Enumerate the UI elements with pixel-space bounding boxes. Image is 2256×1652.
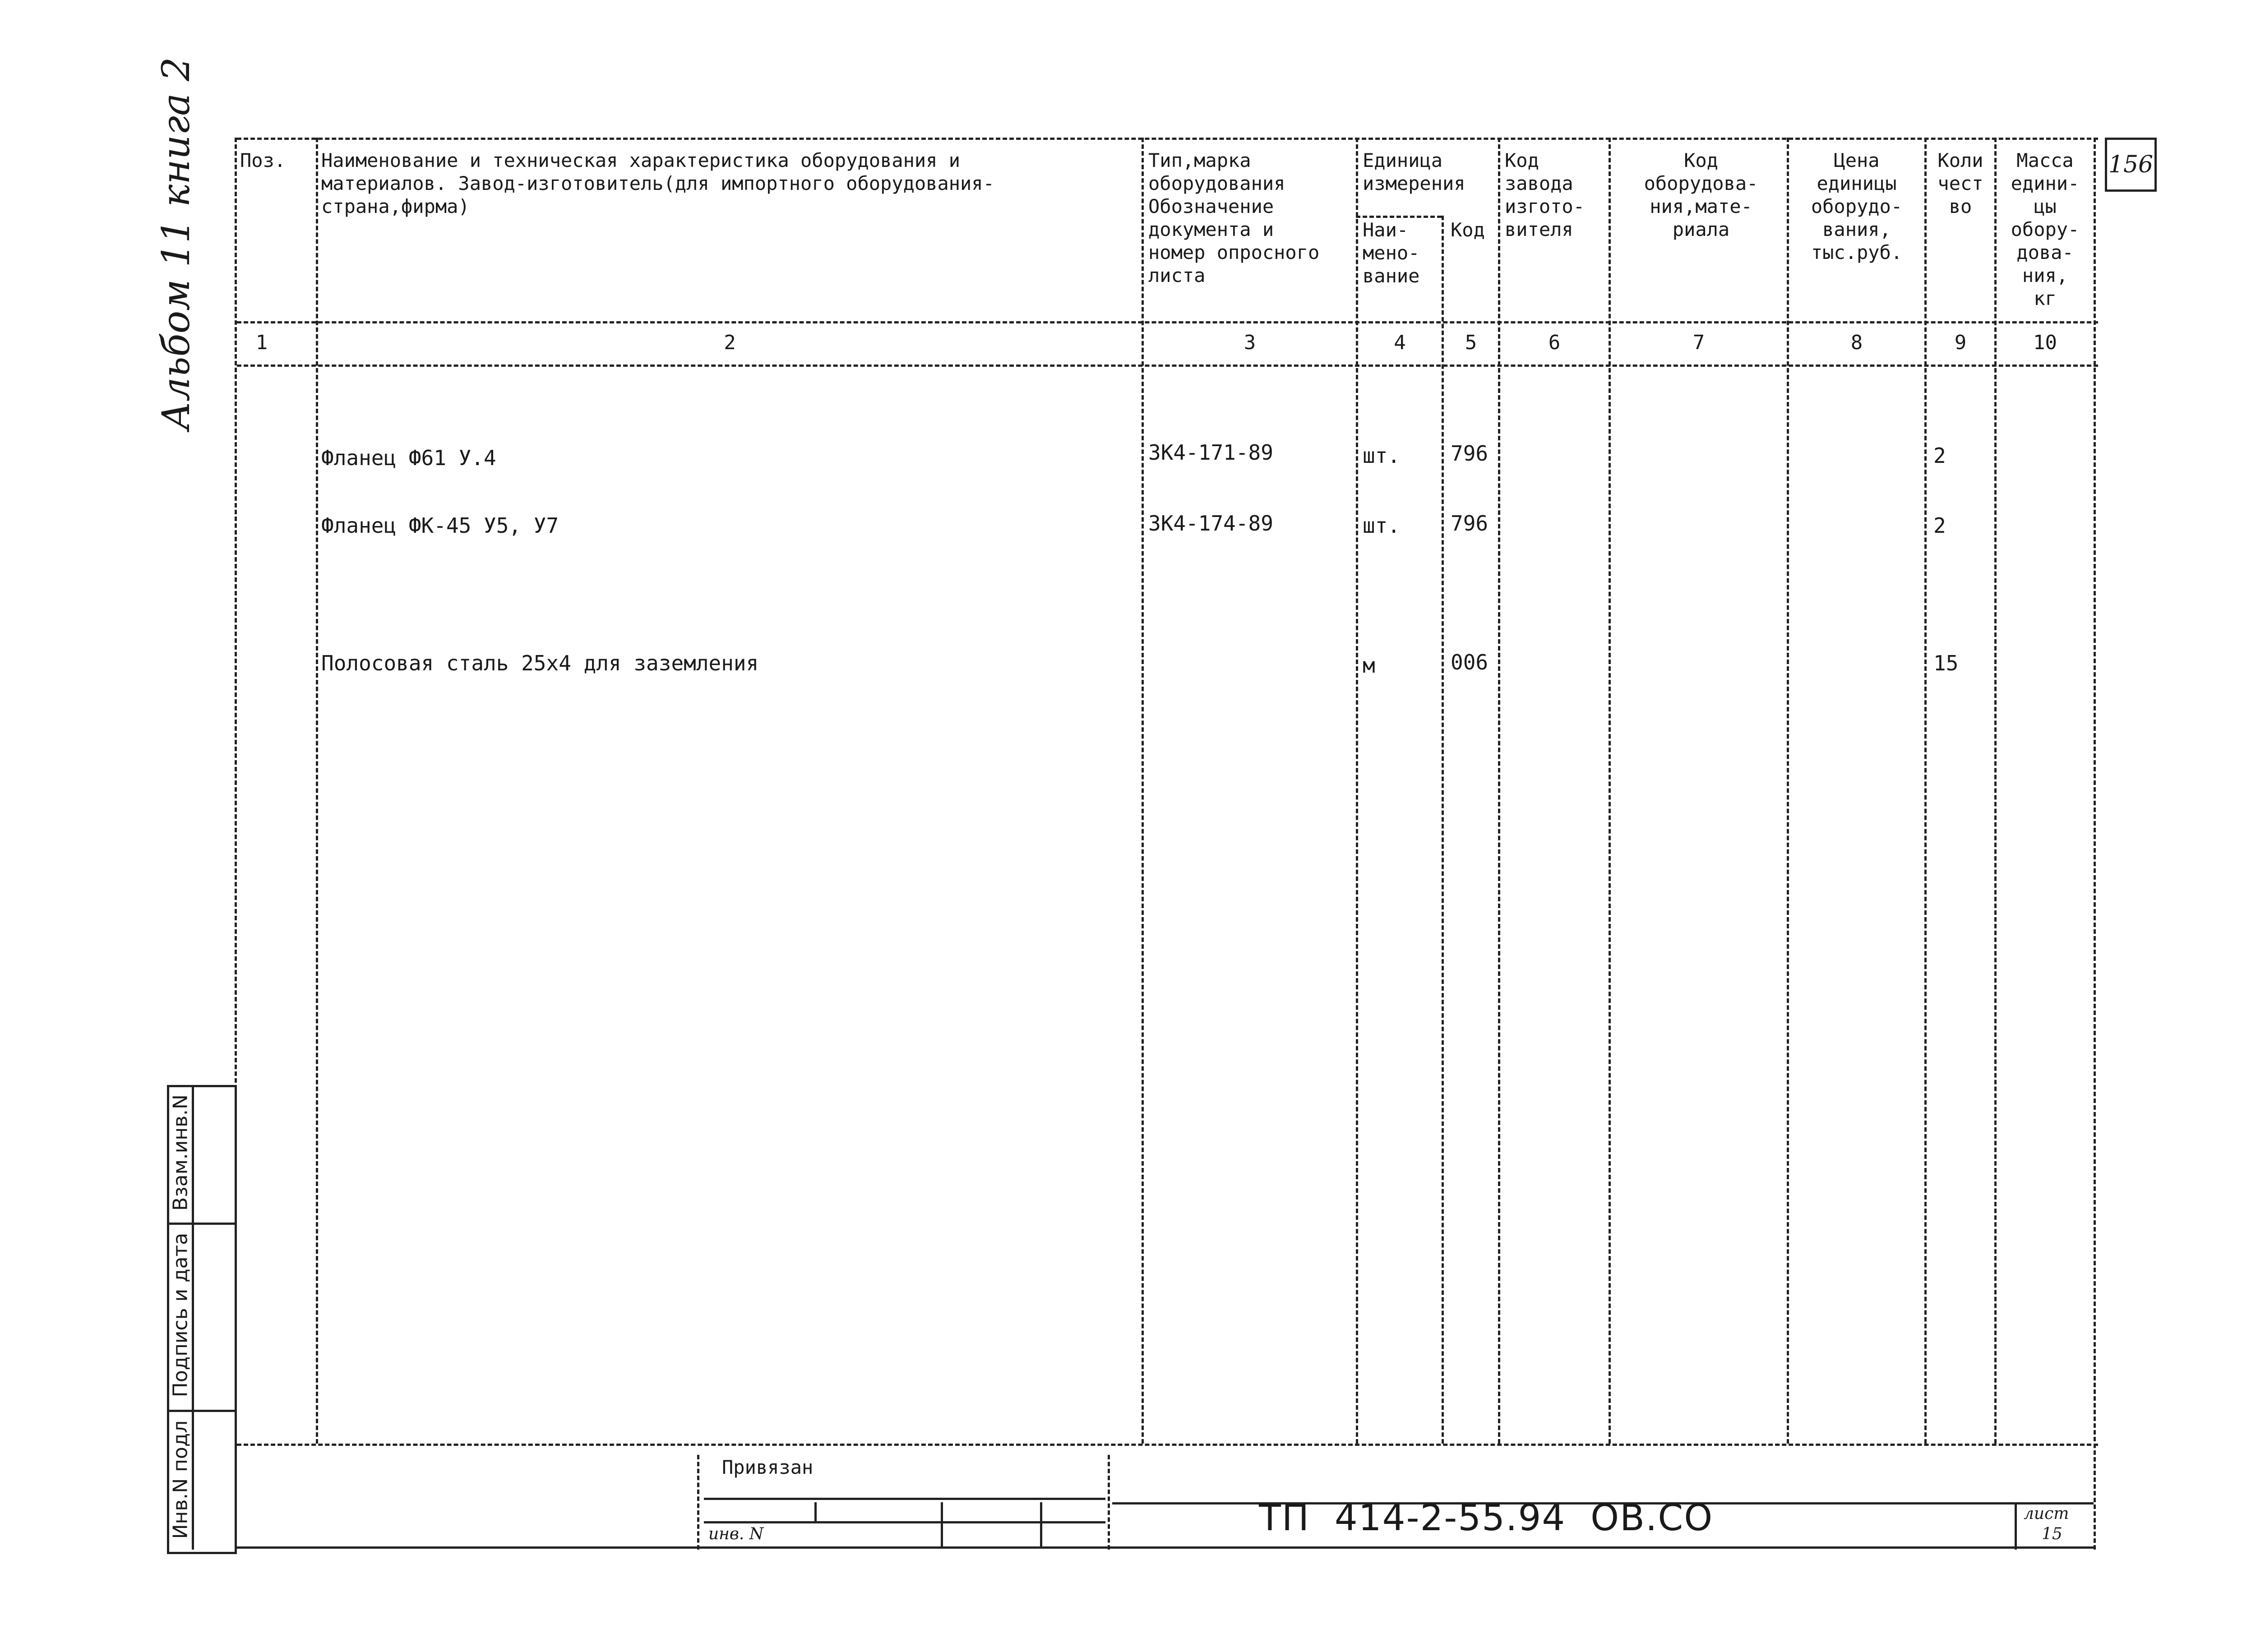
document-code: ТП 414-2-55.94 ОВ.СО: [1259, 1497, 1714, 1539]
tb-hline-bottom-left: [237, 1546, 697, 1549]
row-name: Фланец Ф61 У.4: [321, 446, 496, 470]
col-line-4: [1442, 216, 1444, 1444]
row-unit: м: [1363, 653, 1375, 678]
col-number-3: 3: [1244, 331, 1256, 354]
row-qty: 2: [1933, 513, 1946, 538]
col-number-5: 5: [1465, 331, 1477, 354]
album-note: Альбом 11 книга 2: [154, 57, 198, 430]
header-unit-group: Единица измерения: [1363, 149, 1465, 194]
tb-line-a: [697, 1455, 699, 1550]
row-unit: шт.: [1363, 513, 1401, 538]
header-factory-code: Код завода изгото- вителя: [1505, 149, 1585, 240]
stamp-inner-line: [192, 1085, 194, 1550]
row-qty: 15: [1933, 651, 1959, 675]
header-qty: Коли чест во: [1937, 149, 1983, 217]
col-number-7: 7: [1692, 331, 1705, 354]
list-number: 15: [2042, 1525, 2062, 1543]
tb-hline-1: [704, 1498, 1105, 1500]
tb-line-f: [2015, 1502, 2017, 1550]
header-bottom-line: [237, 321, 2098, 323]
col-number-9: 9: [1954, 331, 1967, 354]
tb-line-c: [941, 1502, 943, 1547]
row-name: Фланец ФК-45 У5, У7: [321, 513, 559, 538]
row-qty: 2: [1933, 443, 1946, 468]
tb-line-e: [814, 1502, 817, 1523]
table-top-line: [237, 138, 2098, 140]
row-code: 006: [1451, 650, 1489, 674]
header-unit-name: Наи- мено- вание: [1363, 219, 1420, 287]
header-type: Тип,марка оборудования Обозначение документа и номер опросного листа: [1148, 149, 1320, 286]
unit-split-line: [1356, 216, 1442, 218]
row-code: 796: [1451, 441, 1489, 466]
header-name: Наименование и техническая характеристика оборудования и материалов. Завод-изготовитель(для импортного оборудования- страна,фирма): [321, 149, 994, 217]
tb-line-b: [1108, 1455, 1110, 1550]
col-number-1: 1: [255, 331, 268, 354]
row-type: ЗК4-171-89: [1148, 440, 1273, 465]
row-type: ЗК4-174-89: [1148, 511, 1273, 535]
stamp-vzam-label: Взам.инв.N: [169, 1094, 192, 1211]
numbers-bottom-line: [237, 365, 2098, 367]
sheet-corner-number: 156: [2105, 138, 2157, 192]
tb-hline-bottom-right: [699, 1546, 2094, 1549]
privyazan-label: Привязан: [722, 1456, 814, 1478]
stamp-podpis-label: Подпись и дата: [169, 1232, 192, 1398]
header-equip-code: Код оборудова- ния,мате- риала: [1644, 149, 1758, 240]
row-unit: шт.: [1363, 443, 1401, 468]
col-number-8: 8: [1850, 331, 1863, 354]
col-number-2: 2: [724, 331, 736, 354]
tb-line-d: [1040, 1502, 1042, 1547]
frame-right-line: [2094, 138, 2096, 1550]
table-bottom-line: [237, 1444, 2098, 1446]
header-price: Цена единицы оборудо- вания, тыс.руб.: [1811, 149, 1903, 263]
tb-hline-2: [704, 1521, 1105, 1523]
header-unit-code: Код: [1451, 219, 1485, 241]
stamp-inv-label: Инв.N подл: [169, 1420, 192, 1539]
header-pos: Поз.: [240, 149, 286, 171]
col-number-10: 10: [2033, 331, 2057, 354]
inv-n-label: инв. N: [708, 1525, 764, 1543]
list-label: лист: [2024, 1504, 2069, 1523]
row-code: 796: [1451, 511, 1489, 535]
col-number-4: 4: [1394, 331, 1406, 354]
header-mass: Масса едини- цы обору- дова- ния, кг: [2011, 149, 2080, 309]
col-number-6: 6: [1548, 331, 1561, 354]
row-name: Полосовая сталь 25х4 для заземления: [321, 651, 759, 675]
